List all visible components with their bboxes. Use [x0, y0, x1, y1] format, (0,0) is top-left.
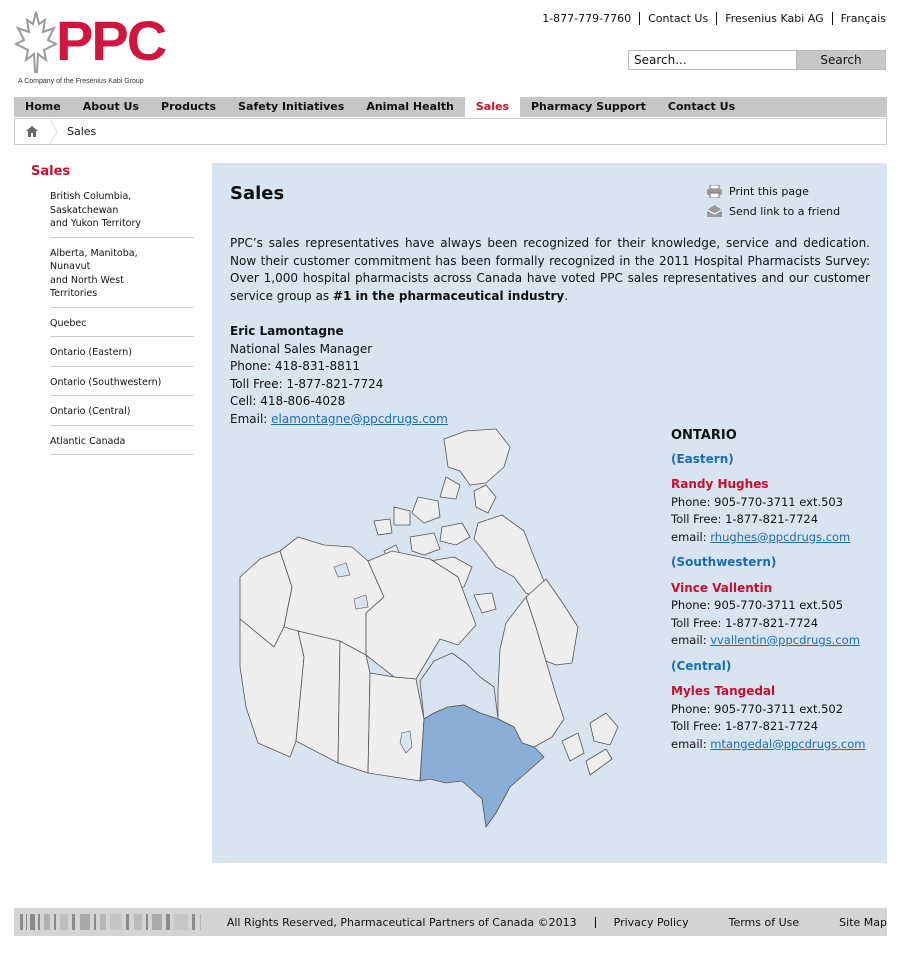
content-panel: [212, 163, 887, 863]
rep-phone: Phone: 905-770-3711 ext.505: [671, 598, 844, 612]
footer-barcode-decoration: [14, 914, 201, 930]
nav-home[interactable]: Home: [25, 100, 61, 113]
send-link-label: Send link to a friend: [729, 205, 841, 218]
print-page-label: Print this page: [729, 185, 809, 198]
map-manitoba: [368, 673, 424, 781]
ppc-logo[interactable]: [14, 8, 174, 90]
footer-terms-of-use-link[interactable]: Terms of Use: [728, 915, 800, 929]
map-nova-scotia: [586, 749, 612, 775]
logo-tagline: A Company of the Fresenius Kabi Group: [18, 78, 144, 85]
map-arctic-island: [440, 477, 460, 499]
footer-copyright: All Rights Reserved, Pharmaceutical Partners of Canada ©2013: [226, 915, 577, 929]
rep-email-line: [671, 529, 881, 547]
printer-icon: [706, 185, 723, 198]
rep-email-line: [671, 632, 881, 650]
nav-sales[interactable]: Sales: [465, 97, 520, 117]
rep-tollfree: Toll Free: 1-877-821-7724: [671, 719, 819, 733]
rep-email-label: email:: [671, 529, 711, 544]
canada-map[interactable]: [234, 427, 664, 847]
map-arctic-island: [394, 507, 410, 525]
map-arctic-island: [374, 519, 392, 535]
manager-email-label: Email:: [230, 411, 272, 426]
contact-us-link[interactable]: Contact Us: [639, 12, 716, 25]
home-icon[interactable]: [15, 119, 49, 144]
footer: [14, 908, 887, 936]
map-arctic-island: [410, 533, 440, 555]
ontario-contacts: [671, 427, 881, 761]
rep-email-label: email:: [671, 736, 711, 751]
search-input[interactable]: Search...: [628, 50, 796, 70]
map-baffin-island: [474, 515, 544, 599]
rep-name: Myles Tangedal: [671, 684, 776, 698]
map-saskatchewan: [338, 641, 370, 773]
rep-name: Randy Hughes: [671, 477, 769, 491]
envelope-icon: [706, 205, 723, 218]
ontario-heading: ONTARIO: [671, 428, 737, 443]
nav-safety-initiatives[interactable]: Safety Initiatives: [238, 100, 345, 113]
sidebar-list: [50, 187, 194, 461]
map-new-brunswick: [562, 733, 584, 761]
nav-pharmacy-support[interactable]: Pharmacy Support: [531, 100, 646, 113]
map-arctic-island: [412, 497, 440, 523]
francais-link[interactable]: Français: [832, 12, 886, 25]
manager-tollfree: Toll Free: 1-877-821-7724: [230, 376, 384, 391]
search-form: [628, 50, 886, 70]
manager-email-line: [230, 411, 448, 429]
rep-phone: Phone: 905-770-3711 ext.502: [671, 701, 844, 716]
phone-link[interactable]: 1-877-779-7760: [542, 12, 632, 25]
nav-products[interactable]: Products: [161, 100, 217, 113]
breadcrumb-current: Sales: [67, 125, 97, 138]
intro-end: .: [564, 288, 569, 303]
manager-cell: Cell: 418-806-4028: [230, 394, 346, 408]
rep-phone: Phone: 905-770-3711 ext.503: [671, 494, 844, 509]
rep-tollfree: Toll Free: 1-877-821-7724: [671, 512, 819, 526]
map-alberta: [296, 631, 340, 763]
manager-phone: Phone: 418-831-8811: [230, 359, 361, 373]
sidebar-item-alberta-manitoba-nunavut-nwt[interactable]: Alberta, Manitoba, Nunavut and North West Territories: [50, 244, 194, 308]
sidebar-item-ontario-central[interactable]: Ontario (Central): [50, 402, 194, 426]
fresenius-kabi-link[interactable]: Fresenius Kabi AG: [716, 12, 831, 25]
intro-paragraph: [230, 235, 870, 305]
nav-about-us[interactable]: About Us: [82, 100, 140, 113]
footer-site-map-link[interactable]: Site Map: [839, 915, 887, 929]
sidebar-item-ontario-southwestern[interactable]: Ontario (Southwestern): [50, 373, 194, 397]
rep-email-link[interactable]: vvallentin@ppcdrugs.com: [710, 633, 860, 647]
breadcrumb: [14, 118, 887, 145]
sidebar-item-ontario-eastern[interactable]: Ontario (Eastern): [50, 343, 194, 367]
manager-title: National Sales Manager: [230, 341, 373, 356]
manager-contact: [230, 323, 448, 428]
maple-leaf-icon: [14, 10, 58, 76]
footer-divider: [595, 917, 596, 928]
map-arctic-island: [474, 593, 496, 613]
rep-card: [671, 683, 881, 753]
rep-email-line: [671, 736, 881, 754]
map-arctic-island: [474, 485, 496, 513]
rep-email-label: email:: [671, 633, 711, 647]
rep-card: [671, 476, 881, 546]
map-arctic-island: [440, 523, 470, 545]
sidebar-title: Sales: [31, 164, 71, 179]
logo-wordmark: PPC: [56, 9, 166, 72]
intro-text: PPC’s sales representatives have always been recognized for their knowledge, service and dedication. Now their customer commitment has been formally recognized in the 2011 Hospital Pharmacists Survey: Over 1,000 hospital pharmacists across Canada have voted PPC sales representatives and our customer service group as: [230, 236, 870, 303]
search-button[interactable]: Search: [796, 50, 886, 70]
sidebar-item-quebec[interactable]: Quebec: [50, 314, 194, 338]
sidebar-item-bc-sask-yukon[interactable]: British Columbia, Saskatchewan and Yukon Territory: [50, 187, 194, 238]
sidebar-item-atlantic-canada[interactable]: Atlantic Canada: [50, 432, 194, 456]
intro-highlight: #1 in the pharmaceutical industry: [332, 288, 565, 303]
rep-name: Vince Vallentin: [671, 580, 773, 595]
print-page-link[interactable]: [706, 185, 809, 198]
region-central-heading: (Central): [671, 658, 732, 673]
nav-animal-health[interactable]: Animal Health: [366, 100, 454, 113]
main-nav: [14, 97, 887, 117]
nav-contact-us[interactable]: Contact Us: [667, 100, 736, 113]
top-links: [534, 12, 886, 25]
region-southwestern-heading: (Southwestern): [671, 555, 777, 569]
map-newfoundland: [590, 713, 618, 745]
rep-email-link[interactable]: rhughes@ppcdrugs.com: [710, 529, 851, 544]
map-arctic-island: [444, 429, 510, 485]
rep-card: [671, 580, 881, 650]
footer-privacy-policy-link[interactable]: Privacy Policy: [613, 915, 689, 929]
page-title: Sales: [230, 183, 285, 204]
rep-email-link[interactable]: mtangedal@ppcdrugs.com: [710, 736, 866, 751]
send-link-link[interactable]: [706, 205, 840, 218]
manager-name: Eric Lamontagne: [230, 324, 344, 338]
chevron-right-icon: [49, 119, 65, 144]
region-eastern-heading: (Eastern): [671, 451, 734, 466]
rep-tollfree: Toll Free: 1-877-821-7724: [671, 615, 819, 630]
manager-email-link[interactable]: elamontagne@ppcdrugs.com: [271, 411, 448, 426]
